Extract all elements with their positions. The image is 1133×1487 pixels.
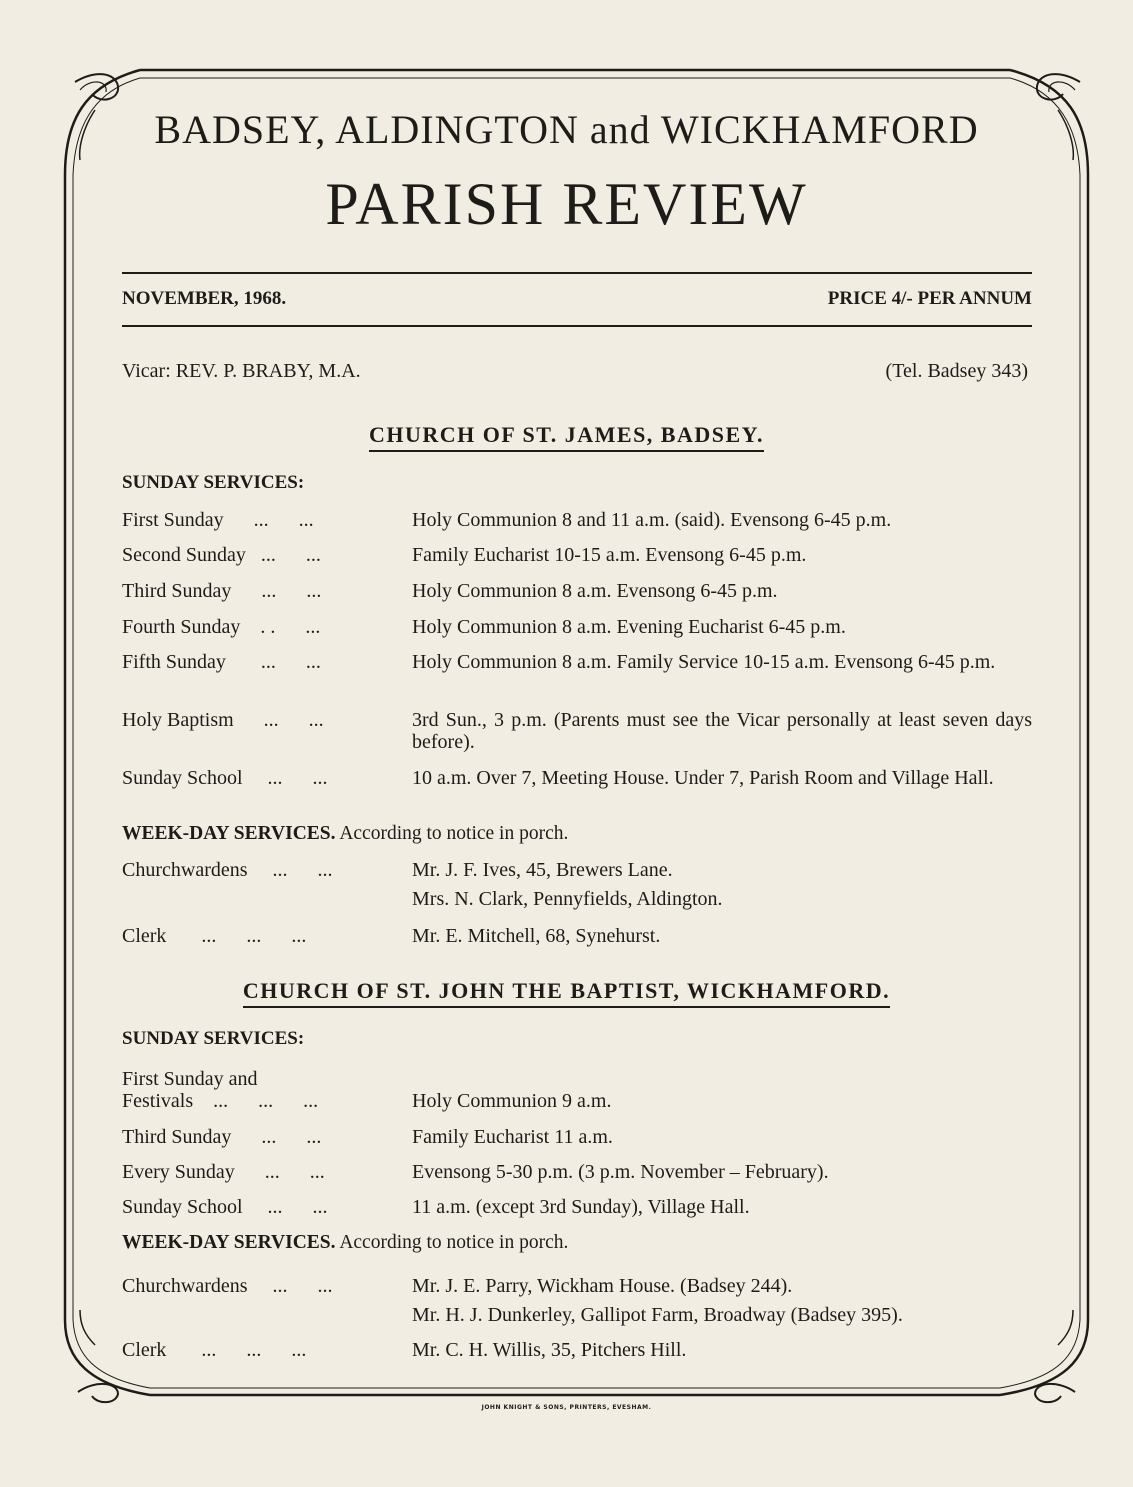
clerk-name: Mr. C. H. Willis, 35, Pitchers Hill.	[412, 1339, 687, 1361]
wickhamford-sunday-services-label: SUNDAY SERVICES:	[122, 1028, 305, 1049]
service-day: Fifth Sunday ... ...	[122, 651, 321, 673]
service-day: Sunday School ... ...	[122, 1196, 328, 1218]
wickhamford-weekday-services	[122, 1232, 568, 1254]
service-details: Holy Communion 9 a.m.	[412, 1090, 612, 1112]
service-details: 10 a.m. Over 7, Meeting House. Under 7, Parish Room and Village Hall.	[412, 767, 994, 789]
service-details: Family Eucharist 11 a.m.	[412, 1126, 613, 1148]
service-day: Fourth Sunday . . ...	[122, 616, 321, 638]
badsey-weekday-services	[122, 823, 568, 845]
service-details: Holy Communion 8 a.m. Family Service 10-15 a.m. Evensong 6-45 p.m.	[412, 651, 996, 673]
service-day: Third Sunday ... ...	[122, 580, 322, 602]
service-day: Second Sunday ... ...	[122, 544, 321, 566]
churchwarden: Mr. H. J. Dunkerley, Gallipot Farm, Broadway (Badsey 395).	[412, 1304, 903, 1326]
page-title: PARISH REVIEW	[325, 171, 808, 237]
service-day: Holy Baptism ... ...	[122, 709, 324, 731]
divider	[122, 272, 1032, 274]
clerk-label: Clerk ... ... ...	[122, 1339, 307, 1361]
churchwardens-label: Churchwardens ... ...	[122, 859, 333, 881]
weekday-text: According to notice in porch.	[335, 1232, 569, 1253]
churchwarden: Mr. J. E. Parry, Wickham House. (Badsey 244).	[412, 1275, 793, 1297]
badsey-church-heading: CHURCH OF ST. JAMES, BADSEY.	[0, 422, 1133, 452]
service-details: Holy Communion 8 a.m. Evensong 6-45 p.m.	[412, 580, 778, 602]
parishes-title: BADSEY, ALDINGTON and WICKHAMFORD	[154, 107, 979, 152]
churchwarden: Mrs. N. Clark, Pennyfields, Aldington.	[412, 888, 723, 910]
divider	[122, 325, 1032, 327]
churchwarden: Mr. J. F. Ives, 45, Brewers Lane.	[412, 859, 673, 881]
badsey-sunday-services-label: SUNDAY SERVICES:	[122, 472, 305, 493]
service-details: 11 a.m. (except 3rd Sunday), Village Hall.	[412, 1196, 750, 1218]
weekday-label: WEEK-DAY SERVICES.	[122, 823, 336, 844]
issue-date: NOVEMBER, 1968.	[122, 288, 287, 309]
printer-imprint: JOHN KNIGHT & SONS, PRINTERS, EVESHAM.	[481, 1404, 652, 1411]
service-details: Family Eucharist 10-15 a.m. Evensong 6-45 p.m.	[412, 544, 807, 566]
wickhamford-church-heading: CHURCH OF ST. JOHN THE BAPTIST, WICKHAMFORD.	[0, 978, 1133, 1008]
service-details: Holy Communion 8 a.m. Evening Eucharist 6-45 p.m.	[412, 616, 846, 638]
service-day: First Sunday ... ...	[122, 509, 314, 531]
service-details: 3rd Sun., 3 p.m. (Parents must see the Vicar personally at least seven days before).	[412, 709, 1032, 753]
service-day: Every Sunday ... ...	[122, 1161, 325, 1183]
weekday-label: WEEK-DAY SERVICES.	[122, 1232, 336, 1253]
clerk-label: Clerk ... ... ...	[122, 925, 307, 947]
vicar-line	[122, 360, 1028, 383]
service-day: Third Sunday ... ...	[122, 1126, 322, 1148]
vicar-telephone: (Tel. Badsey 343)	[885, 360, 1028, 382]
service-details: Evensong 5-30 p.m. (3 p.m. November – February).	[412, 1161, 829, 1183]
service-details: Holy Communion 8 and 11 a.m. (said). Evensong 6-45 p.m.	[412, 509, 892, 531]
churchwardens-label: Churchwardens ... ...	[122, 1275, 333, 1297]
service-day: First Sunday and Festivals ... ... ...	[122, 1068, 319, 1112]
price: PRICE 4/- PER ANNUM	[827, 288, 1032, 309]
weekday-text: According to notice in porch.	[335, 823, 569, 844]
service-day: Sunday School ... ...	[122, 767, 328, 789]
clerk-name: Mr. E. Mitchell, 68, Synehurst.	[412, 925, 661, 947]
vicar-name: Vicar: REV. P. BRABY, M.A.	[122, 360, 361, 382]
